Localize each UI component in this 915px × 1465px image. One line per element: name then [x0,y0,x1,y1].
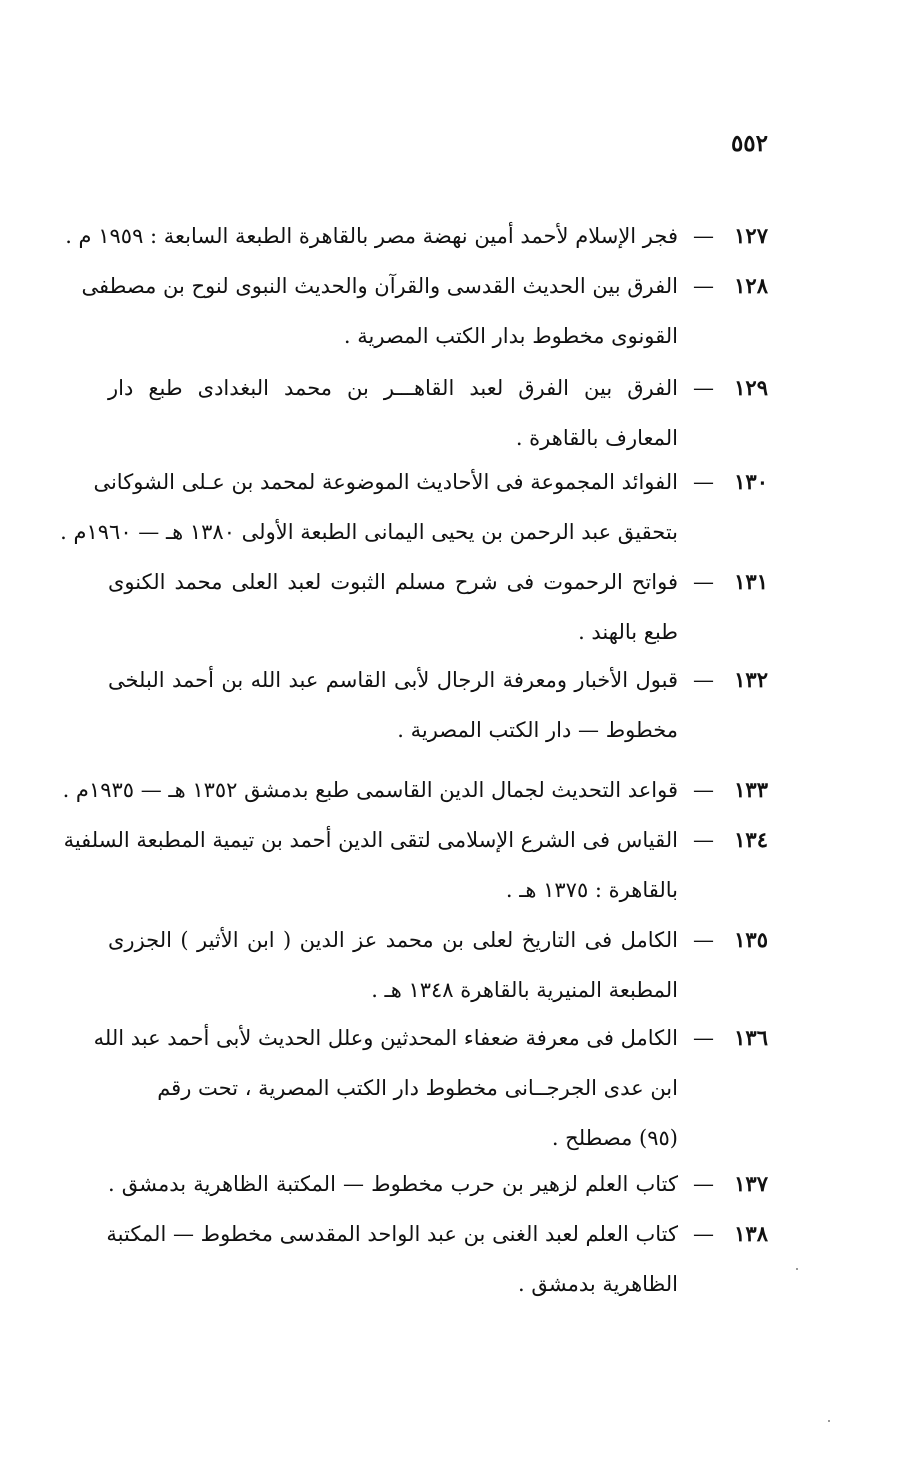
entry-number: ١٣٣ [734,777,768,802]
entry-dash: — [693,928,714,952]
bibliography-entry [93,1018,768,1158]
entry-text: القونوى مخطوط بدار الكتب المصرية . [343,324,678,348]
bibliography-entry [63,820,768,910]
entry-first-line [93,1018,768,1058]
entry-text: المطبعة المنيرية بالقاهرة ١٣٤٨ هـ . [371,978,678,1002]
entry-text: بالقاهرة : ١٣٧٥ هـ . [505,878,678,902]
entry-continuation-line [108,1068,768,1108]
entry-dash: — [693,570,714,594]
entry-first-line [108,660,768,700]
bibliography-entry [60,462,768,552]
entry-first-line [81,266,768,306]
entry-text: الفرق بين الفرق لعبد القاهـــر بن محمد البغدادى طبع دار [108,376,678,400]
entry-text: كتاب العلم لعبد الغنى بن عبد الواحد المقدسى مخطوط — المكتبة [106,1222,678,1246]
entry-text: قبول الأخبار ومعرفة الرجال لأبى القاسم عبد الله بن أحمد البلخى [108,668,678,692]
entry-number: ١٣١ [734,569,768,594]
entry-text: (٩٥) مصطلح . [551,1126,678,1150]
bibliography-entry [108,920,768,1010]
entry-text: المعارف بالقاهرة . [515,426,678,450]
entry-continuation-line [108,1264,768,1304]
entry-dash: — [693,668,714,692]
entry-number: ١٣٧ [734,1171,768,1196]
entry-number: ١٣٥ [734,927,768,952]
entry-continuation-line [108,418,768,458]
entry-text: الظاهرية بدمشق . [517,1272,678,1296]
bibliography-entry [81,266,768,356]
entry-text: كتاب العلم لزهير بن حرب مخطوط — المكتبة الظاهرية بدمشق . [108,1172,678,1196]
entry-dash: — [693,470,714,494]
entry-first-line [65,216,768,256]
entry-continuation-line [60,512,768,552]
entry-text: طبع بالهند . [578,620,678,644]
entry-text: ابن عدى الجرجــانى مخطوط دار الكتب المصرية ، تحت رقم [157,1076,678,1100]
entry-dash: — [693,778,714,802]
entry-first-line [93,462,768,502]
entry-text: فجر الإسلام لأحمد أمين نهضة مصر بالقاهرة الطبعة السابعة : ١٩٥٩ م . [65,224,678,248]
entry-text: فواتح الرحموت فى شرح مسلم الثبوت لعبد العلى محمد الكنوى [108,570,678,594]
entry-text: مخطوط — دار الكتب المصرية . [397,718,678,742]
bibliography-entry [108,1214,768,1304]
entry-continuation-line [108,1118,768,1158]
entry-first-line [108,562,768,602]
entry-dash: — [693,1026,714,1050]
entry-continuation-line [108,970,768,1010]
page-number: ٥٥٢ [730,130,768,157]
entry-number: ١٢٩ [734,375,768,400]
entry-number: ١٢٨ [734,273,768,298]
scan-speck [796,1268,798,1270]
entry-first-line [108,1214,768,1254]
entry-text: بتحقيق عبد الرحمن بن يحيى اليمانى الطبعة الأولى ١٣٨٠ هـ — ١٩٦٠م . [60,520,678,544]
entry-text: الفوائد المجموعة فى الأحاديث الموضوعة لمحمد بن عـلى الشوكانى [93,470,678,494]
entry-continuation-line [108,710,768,750]
entry-number: ١٣٢ [734,667,768,692]
entry-dash: — [693,224,714,248]
entry-first-line [108,368,768,408]
entry-continuation-line [108,316,768,356]
entry-dash: — [693,1172,714,1196]
entry-text: الفرق بين الحديث القدسى والقرآن والحديث النبوى لنوح بن مصطفى [81,274,678,298]
bibliography-entry [108,660,768,750]
entry-text: القياس فى الشرع الإسلامى لتقى الدين أحمد بن تيمية المطبعة السلفية [63,828,678,852]
bibliography-entry [65,216,768,256]
entry-dash: — [693,1222,714,1246]
entry-first-line [108,1164,768,1204]
entry-continuation-line [108,612,768,652]
entry-text: الكامل فى معرفة ضعفاء المحدثين وعلل الحديث لأبى أحمد عبد الله [93,1026,678,1050]
bibliography-entry [108,1164,768,1204]
entry-text: قواعد التحديث لجمال الدين القاسمى طبع بدمشق ١٣٥٢ هـ — ١٩٣٥م . [62,778,678,802]
entry-dash: — [693,376,714,400]
entry-first-line [63,820,768,860]
entry-first-line [62,770,768,810]
bibliography-entry [108,368,768,458]
bibliography-entry [108,562,768,652]
entry-number: ١٣٠ [734,469,768,494]
entry-continuation-line [108,870,768,910]
entry-number: ١٣٨ [734,1221,768,1246]
entry-text: الكامل فى التاريخ لعلى بن محمد عز الدين ( ابن الأثير ) الجزرى [108,928,678,952]
entry-first-line [108,920,768,960]
entry-dash: — [693,274,714,298]
scan-speck [828,1420,830,1422]
entry-dash: — [693,828,714,852]
entry-number: ١٢٧ [734,223,768,248]
bibliography-entry [62,770,768,810]
entry-number: ١٣٤ [734,827,768,852]
entry-number: ١٣٦ [734,1025,768,1050]
